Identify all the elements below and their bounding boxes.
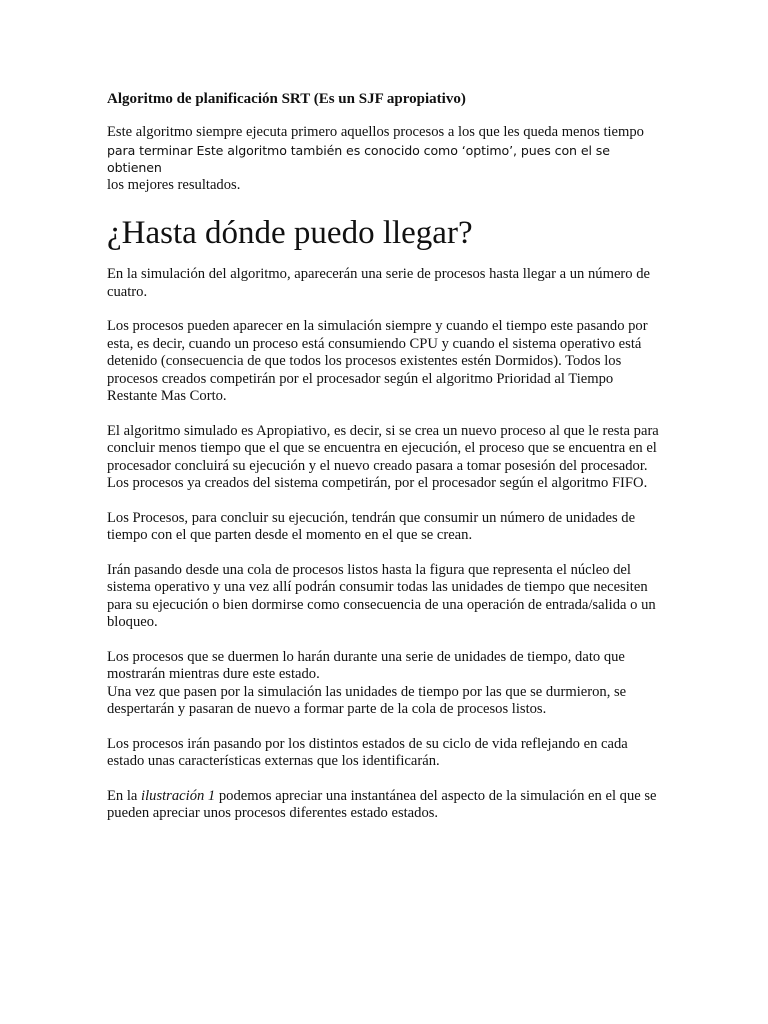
intro-line-3: los mejores resultados. (107, 176, 241, 193)
paragraph-7: Los procesos irán pasando por los distintos estados de su ciclo de vida reflejando en cada estado unas características externas que los identificarán. (107, 735, 628, 769)
paragraph-8-lead: En la (107, 787, 142, 804)
intro-line-1: Este algoritmo siempre ejecuta primero aquellos procesos a los que les queda menos tiempo (107, 124, 644, 140)
illustration-reference: ilustración 1 (141, 787, 216, 804)
intro-line-2: para terminar Este algoritmo también es conocido como ‘optimo’, pues con el se obtienen (107, 142, 610, 175)
main-heading: ¿Hasta dónde puedo llegar? (107, 215, 473, 251)
paragraph-3 (107, 423, 667, 493)
paragraph-2: Los procesos pueden aparecer en la simulación siempre y cuando el tiempo este pasando por esta, es decir, cuando un proceso está consumiendo CPU y cuando el sistema operativo está detenido (consecuencia de que todos los procesos existentes estén Dormidos). Todos los procesos creados competirán por el procesador según el algoritmo Prioridad al Tiempo Restante Mas Corto. (107, 318, 648, 404)
paragraph-6-part-b: Una vez que pasen por la simulación las unidades de tiempo por las que se durmieron, se despertarán y pasaran de nuevo a formar parte de la cola de procesos listos. (107, 683, 627, 717)
paragraph-3-part-b: Los procesos ya creados del sistema competirán, por el procesador según el algoritmo FIFO. (107, 475, 648, 491)
paragraph-3-part-a: El algoritmo simulado es Apropiativo, es decir, si se crea un nuevo proceso al que le resta para concluir menos tiempo que el que se encuentra en ejecución, el proceso que se encuentra en el procesador concluirá su ejecución y el nuevo creado pasara a tomar posesión del procesador. (107, 422, 659, 474)
paragraph-8 (107, 788, 667, 823)
paragraph-5: Irán pasando desde una cola de procesos listos hasta la figura que representa el núcleo del sistema operativo y una vez allí podrán consumir todas las unidades de tiempo que necesiten para su ejecución o bien dormirse como consecuencia de una operación de entrada/salida o un bloqueo. (107, 561, 656, 630)
paragraph-6 (107, 649, 667, 719)
section-title: Algoritmo de planificación SRT (Es un SJF apropiativo) (107, 91, 466, 107)
document-body (107, 90, 667, 840)
paragraph-4: Los Procesos, para concluir su ejecución, tendrán que consumir un número de unidades de tiempo con el que parten desde el momento en el que se crean. (107, 509, 636, 543)
intro-paragraph (107, 124, 667, 194)
paragraph-1: En la simulación del algoritmo, aparecerán una serie de procesos hasta llegar a un número de cuatro. (107, 266, 650, 300)
paragraph-6-part-a: Los procesos que se duermen lo harán durante una serie de unidades de tiempo, dato que mostrarán mientras dure este estado. (107, 648, 625, 682)
paragraph-8-rest: podemos apreciar una instantánea del aspecto de la simulación en el que se pueden apreciar unos procesos diferentes estado estados. (107, 787, 657, 821)
